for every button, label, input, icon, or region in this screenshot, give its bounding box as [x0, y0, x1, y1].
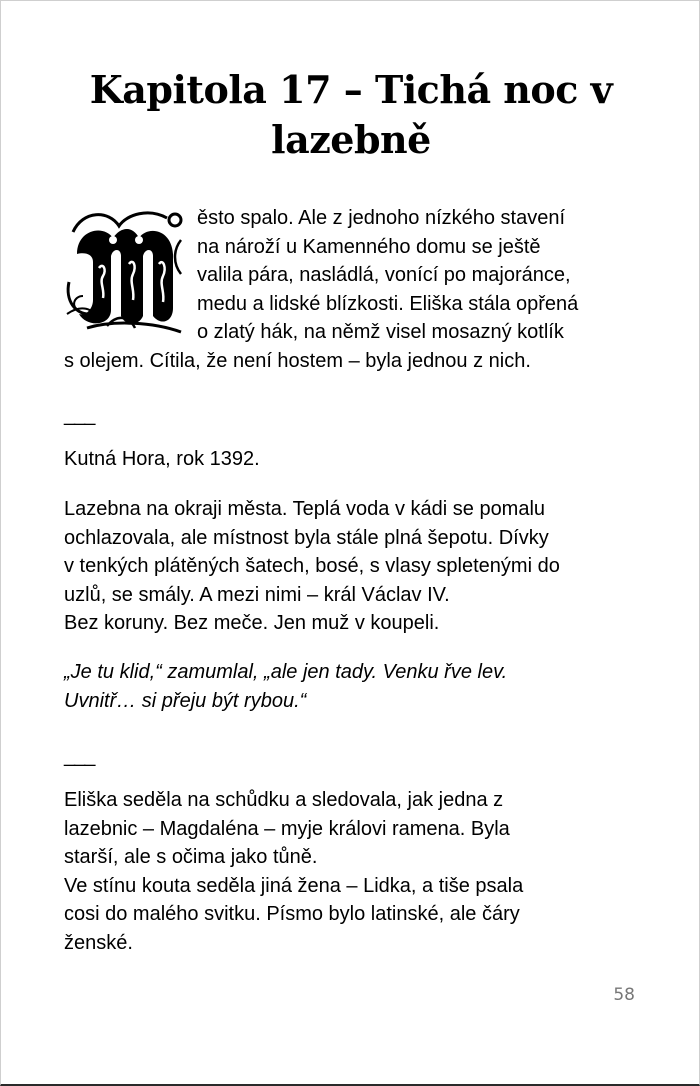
- paragraph-line: ženské.: [64, 931, 133, 954]
- chapter-title-line-1: Kapitola 17 – Tichá noc v: [89, 67, 613, 112]
- eliska-paragraph: [64, 786, 644, 957]
- paragraph-line: medu a lidské blízkosti. Eliška stála opřená: [197, 292, 579, 315]
- paragraph-line: na nároží u Kamenného domu se ještě: [197, 235, 541, 258]
- bathhouse-paragraph: [64, 495, 644, 638]
- paragraph-line: Ve stínu kouta seděla jiná žena – Lidka, a tiše psala: [64, 874, 524, 897]
- place-date-line: Kutná Hora, rok 1392.: [64, 448, 260, 470]
- paragraph-line: s olejem. Cítila, že není hostem – byla jednou z nich.: [64, 349, 531, 372]
- page-number: 58: [613, 985, 635, 1005]
- paragraph-line: starší, ale s očima jako tůně.: [64, 846, 318, 868]
- quote-line: Uvnitř… si přeju být rybou.“: [64, 689, 307, 712]
- quote-line: „Je tu klid,“ zamumlal, „ale jen tady. Venku řve lev.: [64, 661, 508, 683]
- scene-separator: ___: [64, 745, 95, 767]
- paragraph-line: uzlů, se smály. A mezi nimi – král Václav IV.: [64, 583, 450, 606]
- scene-separator: ___: [64, 404, 95, 426]
- paragraph-line: valila pára, nasládlá, vonící po majoránce,: [197, 264, 571, 286]
- paragraph-line: Eliška seděla na schůdku a sledovala, jak jedna z: [64, 789, 504, 811]
- paragraph-line: Lazebna na okraji města. Teplá voda v kádi se pomalu: [64, 498, 546, 520]
- paragraph-line: cosi do malého svitku. Písmo bylo latinské, ale čáry: [64, 903, 520, 925]
- opening-paragraph: [64, 204, 644, 375]
- paragraph-line: ěsto spalo. Ale z jednoho nízkého stavení: [197, 207, 566, 229]
- paragraph-line: v tenkých plátěných šatech, bosé, s vlasy spletenými do: [64, 555, 560, 577]
- chapter-title: [61, 65, 641, 165]
- chapter-title-line-2: lazebně: [271, 117, 431, 162]
- paragraph-line: Bez koruny. Bez meče. Jen muž v koupeli.: [64, 612, 440, 634]
- paragraph-line: o zlatý hák, na němž visel mosazný kotlík: [197, 321, 564, 343]
- king-quote: [64, 658, 644, 715]
- paragraph-line: ochlazovala, ale místnost byla stále plná šepotu. Dívky: [64, 526, 549, 549]
- paragraph-line: lazebnic – Magdaléna – myje královi ramena. Byla: [64, 817, 510, 840]
